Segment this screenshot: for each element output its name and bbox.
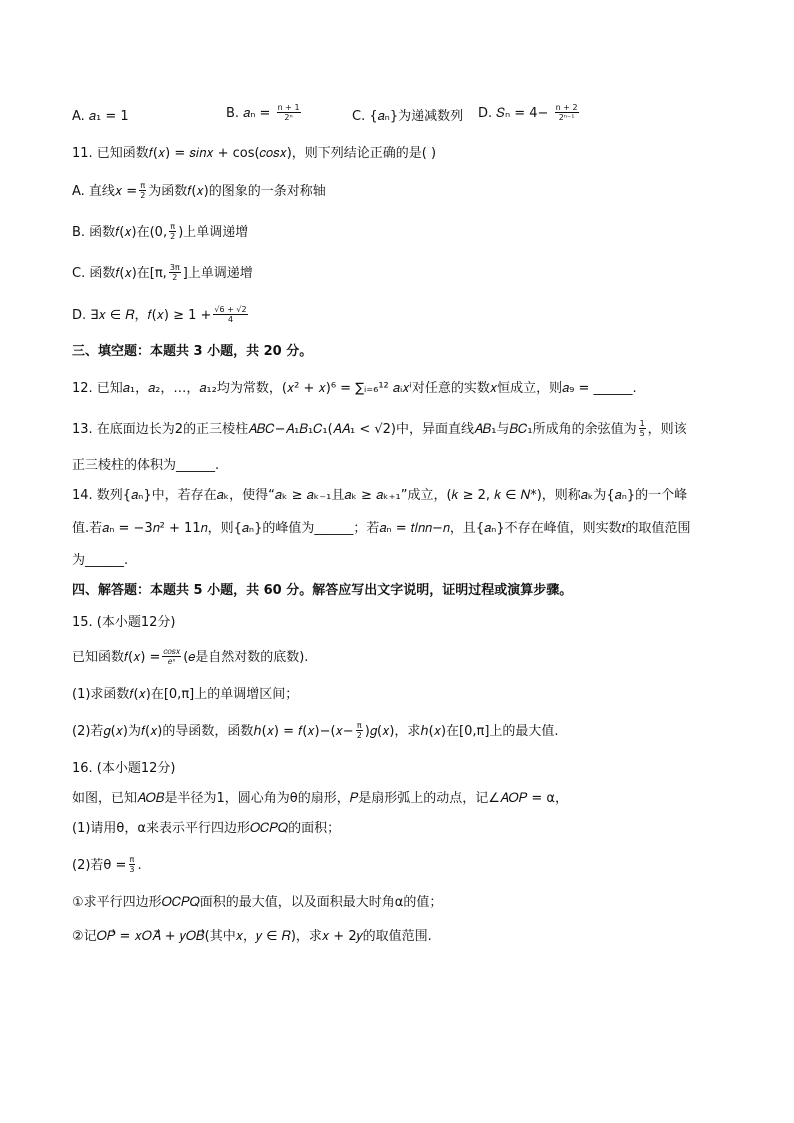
fraction-denominator: 2 [172,273,178,282]
q15-header: 15. (本小题12分) [72,615,176,630]
q16-part1: (1)请用θ，α来表示平行四边形𝑂𝐶𝑃𝑄的面积； [72,821,341,836]
q10-option-c: C. {𝑎ₙ}为递减数列 [352,109,464,124]
q11-option-c [72,264,253,283]
fraction-denominator: 3 [129,865,135,874]
q15-part2-post: )𝑔(𝑥)，求ℎ(𝑥)在[0,π]上的最大值. [364,724,559,739]
fraction-numerator: 𝑐𝑜𝑠𝑥 [163,647,181,656]
q11-option-c-post: ]上单调递增 [182,266,253,281]
q10-option-d [478,104,581,123]
q15-part1: (1)求函数𝑓(𝑥)在[0,π]上的单调增区间； [72,687,299,702]
q10-option-b-label: B. 𝑎ₙ = [226,106,271,121]
q13-line2: 正三棱柱的体积为______. [72,458,220,473]
q16-part2-fraction [128,855,135,874]
q11-option-b-pre: B. 函数𝑓(𝑥)在(0, [72,225,168,240]
q15-stem-post: (𝑒是自然对数的底数). [183,650,309,665]
q15-stem-pre: 已知函数𝑓(𝑥) = [72,650,161,665]
q13-line1-pre: 13. 在底面边长为2的正三棱柱𝐴𝐵𝐶−𝐴₁𝐵₁𝐶₁(𝐴𝐴₁ < √2)中，异面直线𝐴𝐵₁与𝐵𝐶₁所成角的余弦值为 [72,422,637,437]
q15-part2 [72,722,559,741]
fraction-denominator: 2ⁿ [284,113,293,122]
fraction-denominator: 4 [227,315,234,324]
q10-option-b [226,104,303,123]
fraction-numerator: π [170,222,176,231]
section-3-heading: 三、填空题：本题共 3 小题，共 20 分。 [72,344,313,359]
fraction-numerator: π [140,181,146,190]
fraction-numerator: π [356,721,362,730]
q11-option-b [72,223,248,242]
q10-option-d-label: D. 𝑆ₙ = 4− [478,106,549,121]
q16-header: 16. (本小题12分) [72,761,176,776]
q16-part2 [72,856,142,875]
q11-option-a [72,182,326,201]
q14-line2: 值.若𝑎ₙ = −3𝑛² + 11𝑛，则{𝑎ₙ}的峰值为______；若𝑎ₙ = 𝑡𝑙𝑛𝑛−𝑛，且{𝑎ₙ}不存在峰值，则实数𝑡的取值范围 [72,521,691,536]
fraction-denominator: 𝑒ˣ [167,657,176,666]
q13-line1-post: ，则该 [647,422,687,437]
fraction-numerator: π [129,855,135,864]
q11-option-b-post: )上单调递增 [178,225,249,240]
fraction-denominator: 5 [639,429,645,438]
q11-option-c-pre: C. 函数𝑓(𝑥)在[π, [72,266,167,281]
fraction-numerator: 1 [639,419,645,428]
fraction-denominator: 2 [170,232,176,241]
q11-option-d-fraction [213,305,247,324]
q10-option-d-fraction [555,103,579,122]
q13-fraction [639,419,646,438]
q15-part2-pre: (2)若𝑔(𝑥)为𝑓(𝑥)的导函数，函数ℎ(𝑥) = 𝑓(𝑥)−(𝑥− [72,724,354,739]
q16-part2-pre: (2)若θ = [72,858,127,873]
q14-line3: 为______. [72,553,129,568]
fraction-numerator: √6 + √2 [214,305,247,314]
q11-option-d-pre: D. ∃𝑥 ∈ 𝑅，𝑓(𝑥) ≥ 1 + [72,308,212,323]
fraction-denominator: 2ⁿ⁻¹ [558,113,575,122]
q11-option-c-fraction [169,263,181,282]
q11-option-a-pre: A. 直线𝑥 = [72,184,138,199]
q16-subpart2: ②记𝑂𝑃⃗ = 𝑥𝑂𝐴⃗ + 𝑦𝑂𝐵⃗(其中𝑥，𝑦 ∈ 𝑅)，求𝑥 + 2𝑦的取值范围. [72,929,432,944]
fraction-denominator: 2 [140,191,146,200]
q14-line1: 14. 数列{𝑎ₙ}中，若存在𝑎ₖ，使得“𝑎ₖ ≥ 𝑎ₖ₋₁且𝑎ₖ ≥ 𝑎ₖ₊₁”成立，(𝑘 ≥ 2, 𝑘 ∈ 𝑁*)，则称𝑎ₖ为{𝑎ₙ}的一个峰 [72,488,688,503]
q16-subpart1: ①求平行四边形𝑂𝐶𝑃𝑄面积的最大值，以及面积最大时角α的值； [72,895,443,910]
q15-fraction [162,647,181,666]
q16-part2-post: . [137,858,142,873]
q15-part2-fraction [356,721,363,740]
section-4-heading: 四、解答题：本题共 5 小题，共 60 分。解答应写出文字说明，证明过程或演算步骤。 [72,583,573,598]
fraction-numerator: 3π [169,263,180,272]
q11-option-a-fraction [139,181,146,200]
q11-option-b-fraction [169,222,176,241]
q10-option-a: A. 𝑎₁ = 1 [72,109,129,124]
fraction-numerator: n + 2 [555,103,578,112]
q11-stem: 11. 已知函数𝑓(𝑥) = 𝑠𝑖𝑛𝑥 + cos(𝑐𝑜𝑠𝑥)，则下列结论正确的是( ) [72,146,437,161]
q15-stem [72,648,308,667]
q10-option-b-fraction [277,103,301,122]
fraction-numerator: n + 1 [277,103,300,112]
q13-line1 [72,420,687,439]
fraction-denominator: 2 [356,731,362,740]
q16-stem: 如图，已知𝐴𝑂𝐵是半径为1，圆心角为θ的扇形，𝑃是扇形弧上的动点，记∠𝐴𝑂𝑃 = α， [72,791,568,806]
q11-option-d [72,306,250,325]
q12-text: 12. 已知𝑎₁，𝑎₂，…，𝑎₁₂均为常数，(𝑥² + 𝑥)⁶ = ∑ᵢ₌₆¹² 𝑎ᵢ𝑥ⁱ对任意的实数𝑥恒成立，则𝑎₉ = ______. [72,381,637,396]
q11-option-a-post: 为函数𝑓(𝑥)的图象的一条对称轴 [148,184,326,199]
